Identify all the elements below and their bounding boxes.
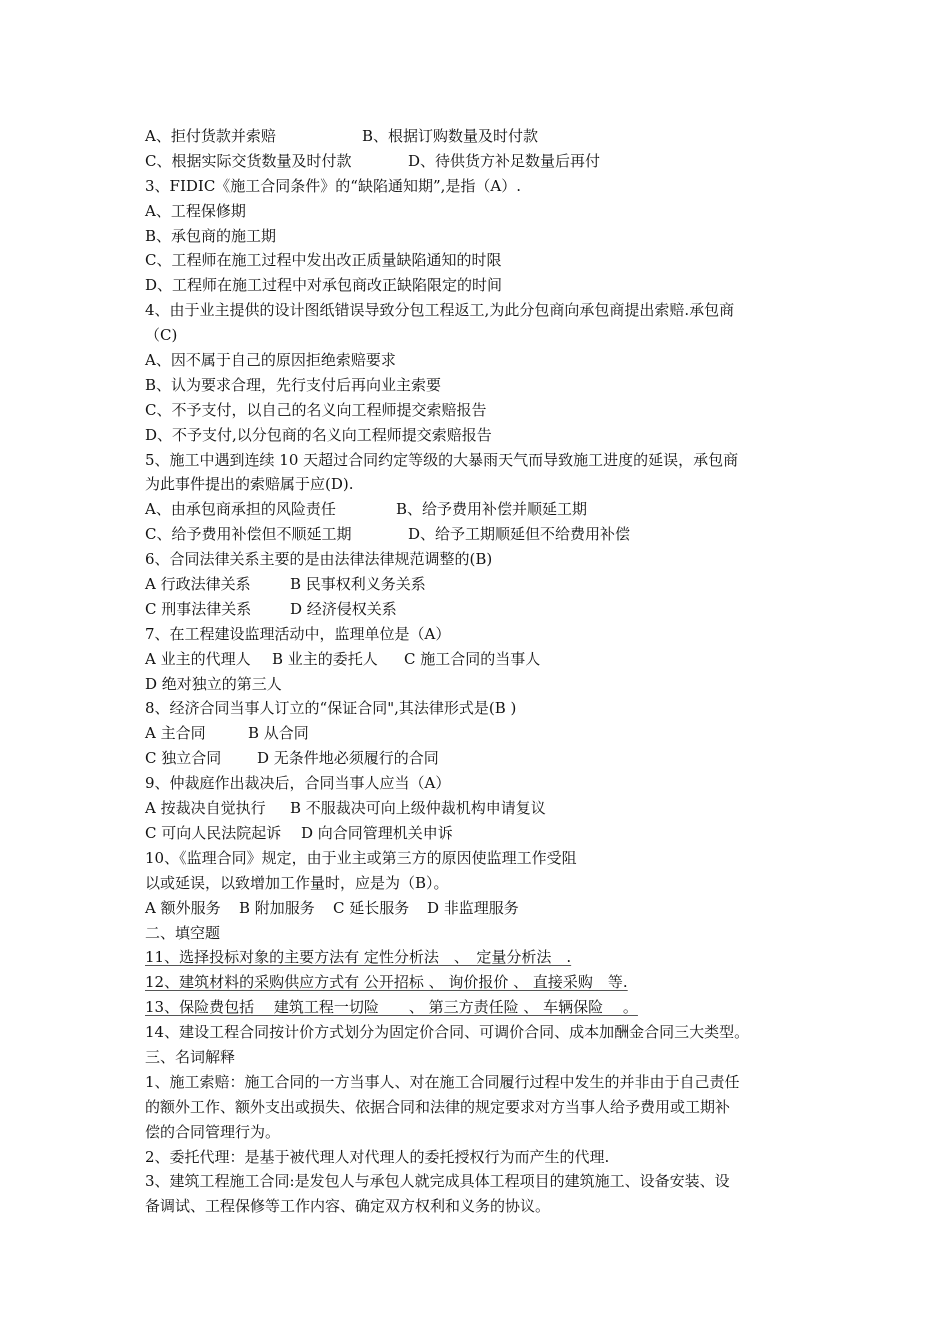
question-10: 10、《监理合同》规定，由于业主或第三方的原因使监理工作受阻 [145,848,577,867]
option-d: D 非监理服务 [427,898,519,917]
option-b: B、承包商的施工期 [145,226,277,245]
option-d: D、工程师在施工过程中对承包商改正缺陷限定的时间 [145,276,503,295]
text-line [145,896,810,921]
option-b: B、根据订购数量及时付款 [362,127,539,145]
option-c: C、工程师在施工过程中发出改正质量缺陷通知的时限 [145,251,502,270]
option-b: B 民事权利义务关系 [290,575,426,594]
option-a: A 额外服务 [145,898,221,917]
fill-in-11: 11、选择投标对象的主要方法有 定性分析法 、 定量分析法 . [145,948,572,967]
option-d: D 向合同管理机关申诉 [301,823,453,842]
definition-3: 3、建筑工程施工合同:是发包人与承包人就完成具体工程项目的建筑施工、设备安装、设 [145,1172,730,1191]
option-a: A 业主的代理人 [145,649,251,668]
option-a: A、拒付货款并索赔 [145,127,276,145]
option-b: B、认为要求合理，先行支付后再向业主索要 [145,375,442,394]
option-c: C、给予费用补偿但不顺延工期 [145,525,352,544]
option-a: A 主合同 [145,724,206,743]
text-line [145,497,810,522]
option-a: A、由承包商承担的风险责任 [145,500,336,519]
question-4-answer: （C) [145,326,178,345]
option-d: D、给予工期顺延但不给费用补偿 [408,525,631,544]
option-a: A、工程保修期 [145,201,246,220]
option-c: C 独立合同 [145,749,222,768]
definition-1: 1、施工索赔：施工合同的一方当事人、对在施工合同履行过程中发生的并非由于自己责任 [145,1072,740,1091]
question-4: 4、由于业主提供的设计图纸错误导致分包工程返工,为此分包商向承包商提出索赔.承包商 [145,301,735,320]
option-c: C、不予支付，以自己的名义向工程师提交索赔报告 [145,400,487,419]
text-line [145,821,810,846]
option-a: A 行政法律关系 [145,575,251,594]
option-b: B、给予费用补偿并顺延工期 [396,500,588,519]
text-line [145,124,810,149]
text-line [145,647,810,672]
option-b: B 不服裁决可向上级仲裁机构申请复议 [290,799,546,818]
section-heading: 三、名词解释 [145,1047,236,1066]
option-c: C 延长服务 [333,898,410,917]
text-line [145,597,810,622]
fill-in-13: 13、保险费包括 建筑工程一切险 、 第三方责任险 、 车辆保险 。 [145,998,638,1017]
option-d: D、待供货方补足数量后再付 [408,151,601,170]
definition-2: 2、委托代理：是基于被代理人对代理人的委托授权行为而产生的代理. [145,1147,610,1166]
option-d: D 无条件地必须履行的合同 [257,749,439,768]
definition-1-cont: 的额外工作、额外支出或损失、依据合同和法律的规定要求对方当事人给予费用或工期补 [145,1097,731,1116]
option-c: C、根据实际交货数量及时付款 [145,151,352,170]
text-line [145,572,810,597]
option-b: B 业主的委托人 [272,649,378,668]
definition-3-cont: 备调试、工程保修等工作内容、确定双方权利和义务的协议。 [145,1197,551,1216]
document-page [145,124,810,1219]
fill-in-14: 14、建设工程合同按计价方式划分为固定价合同、可调价合同、成本加酬金合同三大类型。 [145,1023,750,1042]
option-b: B 附加服务 [239,898,315,917]
option-a: A 按裁决自觉执行 [145,799,266,818]
question-5-cont: 为此事件提出的索赔属于应(D). [145,475,354,494]
question-3: 3、FIDIC《施工合同条件》的“缺陷通知期”,是指（A）. [145,176,522,195]
question-9: 9、仲裁庭作出裁决后，合同当事人应当（A） [145,774,451,793]
text-line [145,149,810,174]
option-d: D 经济侵权关系 [290,599,397,618]
text-line [145,721,810,746]
option-c: C 可向人民法院起诉 [145,823,282,842]
question-5: 5、施工中遇到连续 10 天超过合同约定等级的大暴雨天气而导致施工进度的延误，承包商 [145,450,739,469]
question-10-cont: 以或延误，以致增加工作量时，应是为（B）。 [145,873,449,892]
option-d: D 绝对独立的第三人 [145,674,282,693]
question-8: 8、经济合同当事人订立的“保证合同",其法律形式是(B ) [145,699,517,718]
text-line [145,522,810,547]
option-d: D、不予支付,以分包商的名义向工程师提交索赔报告 [145,425,492,444]
option-c: C 施工合同的当事人 [404,649,541,668]
question-7: 7、在工程建设监理活动中，监理单位是（A） [145,624,451,643]
section-heading: 二、填空题 [145,923,221,942]
question-6: 6、合同法律关系主要的是由法律法律规范调整的(B) [145,550,493,569]
fill-in-12: 12、建筑材料的采购供应方式有 公开招标 、 询价报价 、 直接采购 等. [145,973,628,992]
option-b: B 从合同 [248,724,309,743]
definition-1-cont: 偿的合同管理行为。 [145,1122,281,1141]
option-a: A、因不属于自己的原因拒绝索赔要求 [145,351,396,370]
option-c: C 刑事法律关系 [145,599,252,618]
text-line [145,796,810,821]
text-line [145,746,810,771]
